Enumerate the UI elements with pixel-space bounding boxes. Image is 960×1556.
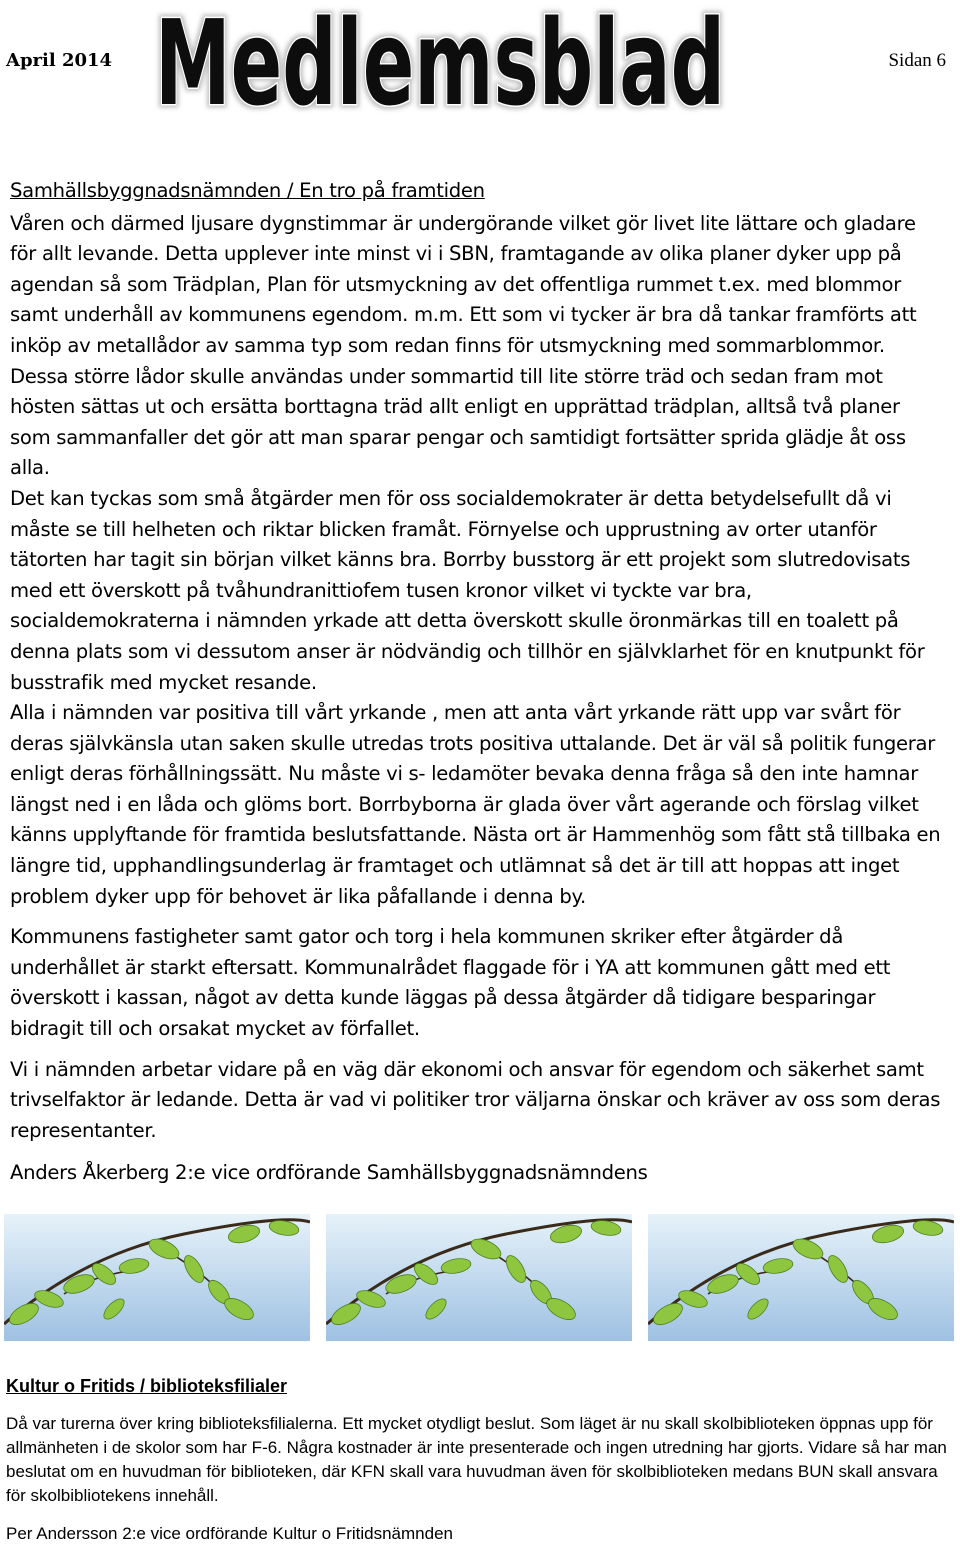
article-paragraph: Vi i nämnden arbetar vidare på en väg där ekonomi och ansvar för egendom och säkerhet samt trivselfaktor är ledande. Detta är vad vi politiker tror väljarna önskar och kräver av oss som deras representanter. — [10, 1057, 941, 1142]
article-samhallsbyggnad — [10, 176, 946, 1189]
article-signature: Anders Åkerberg 2:e vice ordförande Samhällsbyggnadsnämndens — [10, 1161, 648, 1185]
article-paragraph: Alla i nämnden var positiva till vårt yrkande , men att anta vårt yrkande rätt upp var svårt för deras självkänsla utan saken skulle utredas trots positiva uttalande. Det är väl så politik fungerar enligt deras förhållningssätt. Nu måste vi s- ledamöter bevaka denna fråga så den inte hamnar längst ned i en låda och glöms bort. Borrbyborna är glada över vårt agerande och förslag vilket känns upplyftande för framtida beslutsfattande. Nästa ort är Hammenhög som fått stå tillbaka en längre tid, upphandlingsunderlag är framtaget och utlämnat så det är till att hoppas att inget problem dyker upp för behovet är lika påfallande i denna by. — [10, 701, 941, 908]
section-signature: Per Andersson 2:e vice ordförande Kultur o Fritidsnämnden — [6, 1524, 453, 1543]
photo-strip — [4, 1214, 956, 1341]
section-paragraph: Då var turerna över kring biblioteksfilialerna. Ett mycket otydligt beslut. Som läget är nu skall skolbiblioteken öppnas upp för allmänheten i de skolor som har F-6. Några kostnader är inte presenterade och ingen utredning har gjorts. Vidare så har man beslutat om en huvudman för biblioteken, där KFN skall vara huvudman även för skolbiblioteken medans BUN skall ansvara för skolbibliotekens innehåll. — [6, 1414, 947, 1505]
masthead-title: Medlemsblad — [155, 0, 725, 125]
leaves-photo — [4, 1214, 310, 1341]
issue-date: April 2014 — [6, 50, 113, 71]
leaves-photo — [326, 1214, 632, 1341]
page-number: Sidan 6 — [888, 50, 946, 71]
page-header — [0, 0, 960, 130]
article-kultur-fritid — [6, 1374, 954, 1546]
section-title: Kultur o Fritids / biblioteksfilialer — [6, 1376, 288, 1396]
article-paragraph: Det kan tyckas som små åtgärder men för oss socialdemokrater är detta betydelsefullt då vi måste se till helheten och riktar blicken framåt. Förnyelse och upprustning av orter utanför tätorten har tagit sin början vilket känns bra. Borrby busstorg är ett projekt som slutredovisats med ett överskott på tvåhundranittiofem tusen kronor vilket vi tyckte var bra, socialdemokraterna i nämnden yrkade att detta överskott skulle öronmärkas till en toalett på denna plats som vi dessutom anser är nödvändig och tillhör en självklarhet för en knutpunkt för busstrafik med mycket resande. — [10, 486, 925, 694]
masthead-logo — [150, 0, 730, 125]
article-paragraph: Kommunens fastigheter samt gator och torg i hela kommunen skriker efter åtgärder då underhållet är starkt eftersatt. Kommunalrådet flaggade för i YA att kommunen gått med ett överskott i kassan, något av detta kunde läggas på dessa åtgärder då tidigare besparingar bidragit till och orsakat mycket av förfallet. — [10, 925, 891, 1041]
article-title: Samhällsbyggnadsnämnden / En tro på framtiden — [10, 179, 485, 202]
article-paragraph: Våren och därmed ljusare dygnstimmar är undergörande vilket gör livet lite lättare och gladare för allt levande. Detta upplever inte minst vi i SBN, framtagande av olika planer dyker upp på agendan så som Trädplan, Plan för utsmyckning av det offentliga rummet t.ex. med blommor samt underhåll av kommunens egendom. m.m. Ett som vi tycker är bra då tankar framförts att inköp av metallådor av samma typ som redan finns för utsmyckning med sommarblommor. Dessa större lådor skulle användas under sommartid till lite större träd och sedan fram mot hösten sättas ut och ersätta borttagna träd allt enligt en upprättad trädplan, alltså två planer som sammanfaller det gör att man sparar pengar och samtidigt fortsätter sprida glädje åt oss alla. — [10, 211, 917, 480]
leaves-photo — [648, 1214, 954, 1341]
